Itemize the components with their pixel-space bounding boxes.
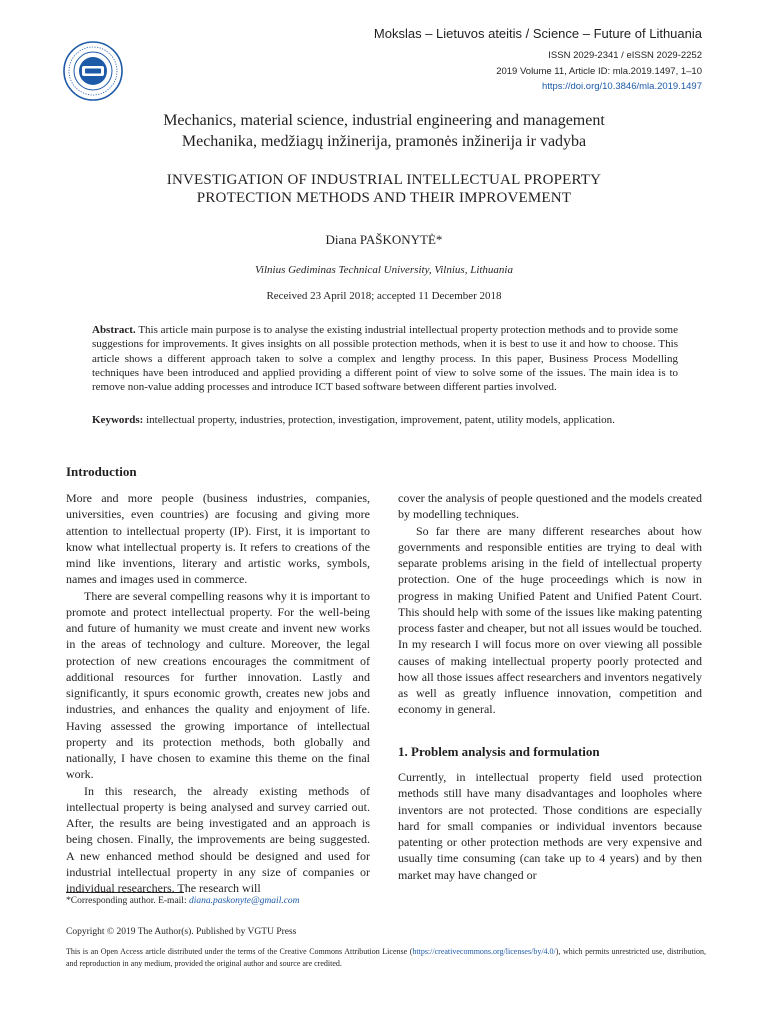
keywords-text: intellectual property, industries, protection, investigation, improvement, patent, utility models, application. xyxy=(146,414,615,426)
section-title-en: Mechanics, material science, industrial engineering and management xyxy=(163,112,605,129)
author-affiliation: Vilnius Gediminas Technical University, Vilnius, Lithuania xyxy=(255,264,513,276)
copyright-notice: Copyright © 2019 The Author(s). Published by VGTU Press xyxy=(66,927,297,937)
article-title-line1: INVESTIGATION OF INDUSTRIAL INTELLECTUAL PROPERTY xyxy=(166,172,602,188)
issn-line: ISSN 2029-2341 / eISSN 2029-2252 xyxy=(548,50,702,61)
abstract-label: Abstract. xyxy=(92,324,136,336)
journal-seal-icon xyxy=(62,40,124,102)
right-column-top xyxy=(398,490,702,718)
intro-paragraph-4: So far there are many different researches about how governments and responsible entities are trying to deal with separate problems arising in the field of intellectual property protection. One of the huge proceedings which is now in progress in making Unified Patent and Unified Patent Court. This should help with some of the issues like making patenting process faster and cheaper, but not all issues would be touched. In my research I will focus more on over viewing all possible causes of making intellectual property poorly protected and how all those issues affect researchers and inventors negatively as well as greatly influence innovation, competition and economy in general. xyxy=(398,523,702,717)
author-email-link[interactable]: diana.paskonyte@gmail.com xyxy=(188,896,300,906)
license-notice xyxy=(66,946,706,969)
journal-title: Mokslas – Lietuvos ateitis / Science – Future of Lithuania xyxy=(373,26,702,41)
article-title-line2: PROTECTION METHODS AND THEIR IMPROVEMENT xyxy=(196,190,572,206)
section-title-lt: Mechanika, medžiagų inžinerija, pramonės inžinerija ir vadyba xyxy=(181,133,587,150)
keywords xyxy=(92,413,678,427)
license-link[interactable]: https://creativecommons.org/licenses/by/4.0/ xyxy=(412,947,556,956)
intro-paragraph-3: In this research, the already existing methods of intellectual property is being analysed and survey carried out. After, the results are being investigated and an approach is being chosen. Finally, the improvements are being suggested. A new enhanced method should be designed and used for industrial intellectual property in any size of companies or individual researchers. The research will xyxy=(66,783,370,895)
section1-paragraph-1: Currently, in intellectual property field used protection methods still have many disadvantages and loopholes where inventors are not protected. Those conditions are especially hard for small companies or individual inventors because patenting or other protection methods are very expensive and usually time consuming (can take up to 4 years) and by then market may have changed or xyxy=(398,770,702,882)
right-column-bottom xyxy=(398,769,702,883)
section1-heading: 1. Problem analysis and formulation xyxy=(398,744,600,759)
corresponding-author-footnote xyxy=(66,896,300,906)
intro-paragraph-3-continued: cover the analysis of people questioned and the models created by modelling techniques. xyxy=(398,491,702,522)
intro-paragraph-2: There are several compelling reasons why it is important to promote and protect intellectual property. For the well-being and future of humanity we must create and invent new works in the areas of technology and culture. Moreover, the legal protection of new creations encourages the commitment of additional resources for further innovation. Lastly and significantly, it spurs economic growth, creates new jobs and industries, and enhances the quality and enjoyment of life. Having assessed the growing importance of intellectual property and its protection methods, both globally and nationally, I have chosen to examine this theme on the final work. xyxy=(66,588,370,782)
keywords-label: Keywords: xyxy=(92,414,144,426)
footnote-divider xyxy=(66,892,184,893)
left-column xyxy=(66,490,370,896)
license-text-before: This is an Open Access article distributed under the terms of the Creative Commons Attribution License ( xyxy=(66,947,413,956)
introduction-heading: Introduction xyxy=(66,464,137,479)
doi-link[interactable]: https://doi.org/10.3846/mla.2019.1497 xyxy=(541,81,702,92)
author-name: Diana PAŠKONYTĖ* xyxy=(325,232,443,247)
intro-paragraph-1: More and more people (business industries, companies, universities, even countries) are focusing and giving more attention to intellectual property (IP). First, it is important to know what intellectual property is. It refers to creations of the mind like inventions, literary and artistic works, symbols, names and images used in commerce. xyxy=(66,491,370,587)
license-text-after: ), which permits unrestricted use, distribution, and reproduction in any medium, provided the original author and source are credited. xyxy=(66,947,707,968)
footnote-prefix: *Corresponding author. E-mail: xyxy=(66,896,189,906)
volume-line: 2019 Volume 11, Article ID: mla.2019.1497, 1–10 xyxy=(496,66,702,77)
abstract-text: This article main purpose is to analyse the existing industrial intellectual property protection methods and to provide some suggestions for improvements. It gives insights on all possible protection methods, when it is best to use it and how to choose. This article shows a different approach taken to solve a complex and lengthy process. In this paper, Business Process Modelling techniques have been introduced and applied providing a different point of view to solve some of the issues. The main idea is to remove non-value adding processes and introduce ICT based software between different parties involved. xyxy=(92,324,678,394)
received-dates: Received 23 April 2018; accepted 11 December 2018 xyxy=(266,290,502,302)
abstract xyxy=(92,323,678,394)
